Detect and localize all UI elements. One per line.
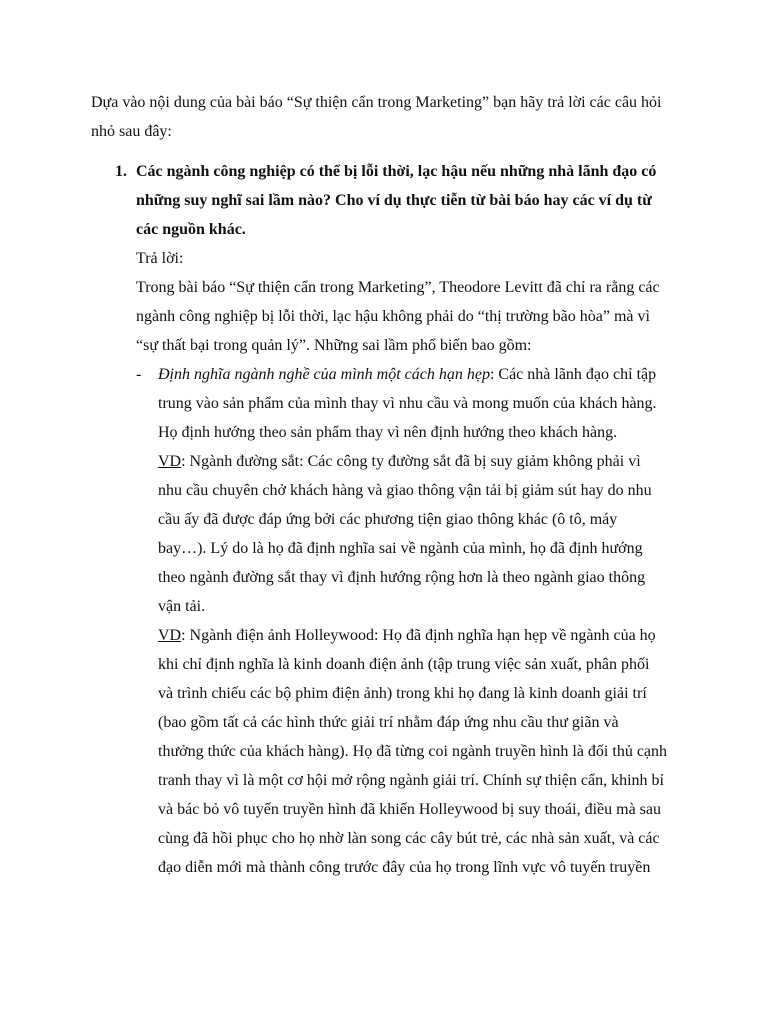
question-line-2: những suy nghĩ sai lầm nào? Cho ví dụ thực tiễn từ bài báo hay các ví dụ từ: [136, 192, 652, 209]
example-line: tranh thay vì là một cơ hội mở rộng ngành giải trí. Chính sự thiện cẩn, khinh bỉ: [158, 772, 664, 789]
example-line: thưởng thức của khách hàng). Họ đã từng coi ngành truyền hình là đối thủ cạnh: [158, 743, 668, 760]
example-label: VD: [158, 453, 182, 470]
example-line: bay…). Lý do là họ đã định nghĩa sai về ngành của mình, họ đã định hướng: [158, 540, 643, 557]
bullet-heading-italic: Định nghĩa ngành nghề của mình một cách hạn hẹp: [158, 366, 490, 383]
bullet-heading-rest: : Các nhà lãnh đạo chỉ tập: [489, 366, 657, 383]
bullet-line: trung vào sản phẩm của mình thay vì nhu cầu và mong muốn của khách hàng.: [158, 395, 657, 412]
intro-line-2: nhỏ sau đây:: [91, 123, 172, 140]
bullet-line: Họ định hướng theo sản phẩm thay vì nên định hướng theo khách hàng.: [158, 424, 618, 441]
intro-line-1: Dựa vào nội dung của bài báo “Sự thiện cẩn trong Marketing” bạn hãy trả lời các câu hỏi: [91, 94, 662, 111]
question-number: 1.: [115, 163, 127, 180]
question-line-3: các nguồn khác.: [136, 221, 246, 238]
example-line: theo ngành đường sắt thay vì định hướng rộng hơn là theo ngành giao thông: [158, 569, 646, 586]
bullet-first-line: [158, 365, 656, 385]
answer-label: Trả lời:: [136, 250, 184, 267]
example-line: nhu cầu chuyên chở khách hàng và giao thông vận tải bị giảm sút hay do nhu: [158, 482, 652, 499]
example-line: và bác bỏ vô tuyến truyền hình đã khiến Holleywood bị suy thoái, điều mà sau: [158, 801, 662, 818]
example-line: (bao gồm tất cả các hình thức giải trí nhằm đáp ứng nhu cầu thư giãn và: [158, 714, 619, 731]
example-line: vận tải.: [158, 598, 206, 615]
answer-paragraph-line: Trong bài báo “Sự thiện cẩn trong Marketing”, Theodore Levitt đã chỉ ra rằng các: [136, 279, 660, 296]
example-hollywood-text: : Ngành điện ảnh Holleywood: Họ đã định nghĩa hạn hẹp về ngành của họ: [181, 627, 656, 644]
example-line: khi chỉ định nghĩa là kinh doanh điện ảnh (tập trung việc sản xuất, phân phối: [158, 656, 650, 673]
example-line: đạo diễn mới mà thành công trước đây của họ trong lĩnh vực vô tuyến truyền: [158, 859, 651, 876]
example-label: VD: [158, 627, 182, 644]
example-line: cầu ấy đã được đáp ứng bởi các phương tiện giao thông khác (ô tô, máy: [158, 511, 618, 528]
example-line: cùng đã hồi phục cho họ nhờ làn song các cây bút trẻ, các nhà sản xuất, và các: [158, 830, 660, 847]
example-hollywood-first-line: [158, 626, 656, 646]
example-railway-text: : Ngành đường sắt: Các công ty đường sắt đã bị suy giảm không phải vì: [181, 453, 641, 470]
answer-paragraph-line: “sự thất bại trong quản lý”. Những sai lầm phổ biến bao gồm:: [136, 337, 532, 354]
answer-paragraph-line: ngành công nghiệp bị lỗi thời, lạc hậu không phải do “thị trường bão hòa” mà vì: [136, 308, 650, 325]
example-railway-first-line: [158, 452, 641, 472]
question-line-1: Các ngành công nghiệp có thể bị lỗi thời, lạc hậu nếu những nhà lãnh đạo có: [136, 163, 657, 180]
example-line: và trình chiếu các bộ phim điện ảnh) trong khi họ đang là kinh doanh giải trí: [158, 685, 647, 702]
bullet-dash: -: [136, 366, 142, 383]
